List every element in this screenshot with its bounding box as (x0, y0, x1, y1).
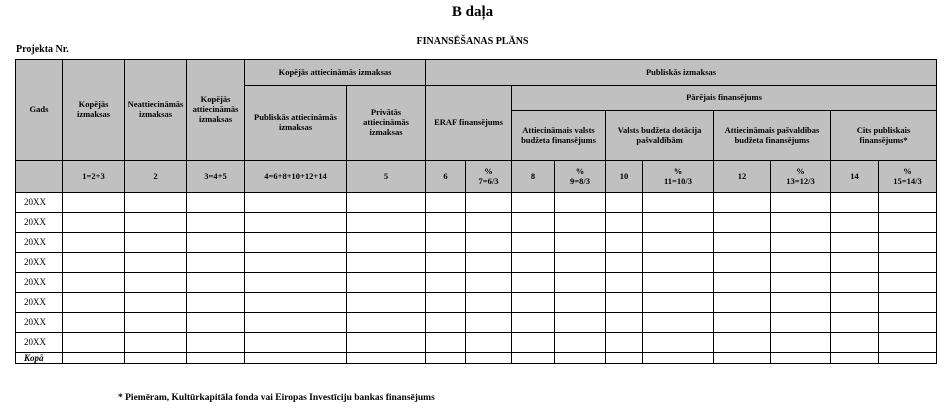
header-neattiecinamas: Neattiecināmās izmaksas (125, 60, 187, 161)
data-cell[interactable] (125, 313, 187, 333)
data-cell[interactable] (879, 313, 937, 333)
year-label: 20XX (16, 293, 63, 313)
data-cell[interactable] (606, 333, 643, 353)
data-cell[interactable] (643, 333, 714, 353)
data-cell[interactable] (555, 333, 606, 353)
data-cell[interactable] (466, 253, 512, 273)
data-cell[interactable] (714, 193, 771, 213)
number-cell: 4=6+8+10+12+14 (245, 161, 347, 193)
data-cell[interactable] (714, 313, 771, 333)
header-kopejas-attiecinamas: Kopējās attiecināmās izmaksas (187, 60, 245, 161)
year-label: 20XX (16, 213, 63, 233)
number-cell: 2 (125, 161, 187, 193)
data-cell[interactable] (555, 293, 606, 313)
data-cell[interactable] (771, 273, 831, 293)
data-cell[interactable] (643, 273, 714, 293)
data-cell[interactable] (347, 273, 426, 293)
data-cell[interactable] (879, 233, 937, 253)
total-cell[interactable] (606, 353, 643, 364)
data-cell[interactable] (555, 233, 606, 253)
data-cell[interactable] (555, 273, 606, 293)
data-cell[interactable] (643, 293, 714, 313)
data-cell[interactable] (347, 293, 426, 313)
data-cell[interactable] (643, 193, 714, 213)
data-cell[interactable] (426, 253, 466, 273)
header-privatas-attiecinamas: Privātās attiecināmās izmaksas (347, 86, 426, 161)
year-label: 20XX (16, 313, 63, 333)
total-label: Kopā (16, 353, 63, 364)
total-cell[interactable] (187, 353, 245, 364)
number-cell-pct (879, 161, 937, 193)
data-cell[interactable] (466, 273, 512, 293)
pct-formula: 7=6/3 (478, 175, 499, 186)
total-cell[interactable] (879, 353, 937, 364)
data-cell[interactable] (555, 193, 606, 213)
number-cell-pct (466, 161, 512, 193)
pct-formula: 11=10/3 (664, 175, 693, 186)
data-cell[interactable] (187, 253, 245, 273)
data-cell[interactable] (771, 313, 831, 333)
data-cell[interactable] (831, 233, 879, 253)
pct-formula: 15=14/3 (893, 175, 922, 186)
data-cell[interactable] (426, 213, 466, 233)
data-cell[interactable] (714, 233, 771, 253)
data-cell[interactable] (187, 273, 245, 293)
data-cell[interactable] (245, 293, 347, 313)
data-cell[interactable] (125, 293, 187, 313)
data-cell[interactable] (555, 253, 606, 273)
header-group-publiskas: Publiskās izmaksas (426, 60, 937, 86)
data-cell[interactable] (771, 193, 831, 213)
data-cell[interactable] (347, 193, 426, 213)
data-cell[interactable] (606, 293, 643, 313)
header-eraf: ERAF finansējums (426, 86, 512, 161)
data-cell[interactable] (63, 293, 125, 313)
data-cell[interactable] (606, 273, 643, 293)
data-cell[interactable] (125, 233, 187, 253)
data-cell[interactable] (125, 273, 187, 293)
total-cell[interactable] (63, 353, 125, 364)
data-cell[interactable] (512, 213, 555, 233)
data-cell[interactable] (347, 233, 426, 253)
number-cell-pct (643, 161, 714, 193)
data-cell[interactable] (714, 213, 771, 233)
data-cell[interactable] (347, 253, 426, 273)
data-cell[interactable] (512, 293, 555, 313)
data-cell[interactable] (63, 313, 125, 333)
data-cell[interactable] (714, 333, 771, 353)
data-cell[interactable] (187, 293, 245, 313)
data-cell[interactable] (426, 313, 466, 333)
data-cell[interactable] (466, 333, 512, 353)
number-cell-pct (555, 161, 606, 193)
table-row (16, 333, 937, 353)
number-cell: 3=4+5 (187, 161, 245, 193)
number-cell: 5 (347, 161, 426, 193)
data-cell[interactable] (771, 293, 831, 313)
total-cell[interactable] (555, 353, 606, 364)
data-cell[interactable] (606, 313, 643, 333)
data-cell[interactable] (245, 253, 347, 273)
pct-symbol: % (796, 165, 805, 176)
data-cell[interactable] (466, 193, 512, 213)
data-cell[interactable] (643, 213, 714, 233)
pct-symbol: % (484, 165, 493, 176)
data-cell[interactable] (347, 313, 426, 333)
footnote: * Piemēram, Kultūrkapitāla fonda vai Eiropas Investīciju bankas finansējums (118, 393, 435, 403)
number-cell: 14 (831, 161, 879, 193)
data-cell[interactable] (426, 333, 466, 353)
data-cell[interactable] (771, 233, 831, 253)
data-cell[interactable] (187, 213, 245, 233)
data-cell[interactable] (245, 193, 347, 213)
data-cell[interactable] (187, 233, 245, 253)
data-cell[interactable] (831, 293, 879, 313)
year-label: 20XX (16, 193, 63, 213)
header-publiskas-attiecinamas: Publiskās attiecināmās izmaksas (245, 86, 347, 161)
header-kopejas-izmaksas: Kopējās izmaksas (63, 60, 125, 161)
data-cell[interactable] (879, 193, 937, 213)
data-cell[interactable] (512, 253, 555, 273)
year-label: 20XX (16, 273, 63, 293)
data-cell[interactable] (512, 333, 555, 353)
pct-formula: 13=12/3 (786, 175, 815, 186)
data-cell[interactable] (879, 273, 937, 293)
table-row (16, 213, 937, 233)
year-label: 20XX (16, 253, 63, 273)
data-cell[interactable] (187, 313, 245, 333)
number-cell: 10 (606, 161, 643, 193)
data-cell[interactable] (63, 233, 125, 253)
total-cell[interactable] (714, 353, 771, 364)
data-cell[interactable] (63, 273, 125, 293)
total-cell[interactable] (643, 353, 714, 364)
data-cell[interactable] (187, 193, 245, 213)
data-cell[interactable] (879, 213, 937, 233)
pct-symbol: % (903, 165, 912, 176)
data-cell[interactable] (125, 213, 187, 233)
data-cell[interactable] (245, 333, 347, 353)
data-cell[interactable] (831, 213, 879, 233)
data-cell[interactable] (714, 273, 771, 293)
header-valsts-budzeta: Attiecināmais valsts budžeta finansējums (512, 111, 606, 161)
header-group-parejais: Pārējais finansējums (512, 86, 937, 111)
data-cell[interactable] (771, 253, 831, 273)
total-cell[interactable] (347, 353, 426, 364)
pct-formula: 9=8/3 (570, 175, 590, 186)
data-cell[interactable] (466, 233, 512, 253)
data-cell[interactable] (245, 213, 347, 233)
data-cell[interactable] (426, 233, 466, 253)
data-cell[interactable] (63, 213, 125, 233)
data-cell[interactable] (512, 273, 555, 293)
header-group-kopejas-attiecinamas: Kopējās attiecināmās izmaksas (245, 60, 426, 86)
data-cell[interactable] (426, 193, 466, 213)
data-cell[interactable] (879, 253, 937, 273)
data-cell[interactable] (643, 253, 714, 273)
data-cell[interactable] (512, 233, 555, 253)
number-cell: 1=2+3 (63, 161, 125, 193)
data-cell[interactable] (347, 213, 426, 233)
table-row (16, 233, 937, 253)
data-cell[interactable] (466, 213, 512, 233)
data-cell[interactable] (714, 293, 771, 313)
data-cell[interactable] (643, 313, 714, 333)
header-dotacija: Valsts budžeta dotācija pašvaldībām (606, 111, 714, 161)
data-cell[interactable] (426, 273, 466, 293)
total-cell[interactable] (771, 353, 831, 364)
data-cell[interactable] (63, 333, 125, 353)
pct-symbol: % (575, 165, 585, 176)
total-cell[interactable] (512, 353, 555, 364)
number-cell: 8 (512, 161, 555, 193)
total-cell[interactable] (426, 353, 466, 364)
data-cell[interactable] (606, 253, 643, 273)
data-cell[interactable] (512, 193, 555, 213)
project-number-label: Projekta Nr. (16, 44, 69, 55)
data-cell[interactable] (606, 193, 643, 213)
number-cell-empty (16, 161, 63, 193)
data-cell[interactable] (831, 253, 879, 273)
table-row (16, 193, 937, 213)
total-cell[interactable] (245, 353, 347, 364)
data-cell[interactable] (879, 293, 937, 313)
table-row (16, 253, 937, 273)
header-pasvaldibas: Attiecināmais pašvaldības budžeta finansējums (714, 111, 831, 161)
data-cell[interactable] (125, 193, 187, 213)
data-cell[interactable] (831, 193, 879, 213)
total-cell[interactable] (125, 353, 187, 364)
data-cell[interactable] (125, 333, 187, 353)
data-cell[interactable] (831, 313, 879, 333)
data-cell[interactable] (879, 333, 937, 353)
year-label: 20XX (16, 333, 63, 353)
table-row (16, 273, 937, 293)
number-cell: 6 (426, 161, 466, 193)
data-cell[interactable] (245, 233, 347, 253)
page-title: B daļa (451, 4, 494, 20)
header-citi: Cits publiskais finansējums* (831, 111, 937, 161)
data-cell[interactable] (466, 313, 512, 333)
data-cell[interactable] (245, 273, 347, 293)
plan-title: FINANSĒŠANAS PLĀNS (416, 36, 529, 47)
data-cell[interactable] (63, 193, 125, 213)
header-gads: Gads (16, 60, 63, 161)
financing-plan-table (15, 59, 937, 364)
data-cell[interactable] (606, 233, 643, 253)
data-cell[interactable] (466, 293, 512, 313)
data-cell[interactable] (831, 273, 879, 293)
data-cell[interactable] (245, 313, 347, 333)
number-cell-pct (771, 161, 831, 193)
number-cell: 12 (714, 161, 771, 193)
data-cell[interactable] (606, 213, 643, 233)
data-cell[interactable] (831, 333, 879, 353)
data-cell[interactable] (714, 253, 771, 273)
year-label: 20XX (16, 233, 63, 253)
data-cell[interactable] (643, 233, 714, 253)
table-row (16, 313, 937, 333)
total-row (16, 353, 937, 364)
data-cell[interactable] (512, 313, 555, 333)
data-cell[interactable] (771, 213, 831, 233)
table-row (16, 293, 937, 313)
data-cell[interactable] (555, 313, 606, 333)
data-cell[interactable] (771, 333, 831, 353)
total-cell[interactable] (466, 353, 512, 364)
data-cell[interactable] (63, 253, 125, 273)
data-cell[interactable] (125, 253, 187, 273)
data-cell[interactable] (347, 333, 426, 353)
data-cell[interactable] (555, 213, 606, 233)
pct-symbol: % (673, 165, 683, 176)
total-cell[interactable] (831, 353, 879, 364)
data-cell[interactable] (426, 293, 466, 313)
data-cell[interactable] (187, 333, 245, 353)
